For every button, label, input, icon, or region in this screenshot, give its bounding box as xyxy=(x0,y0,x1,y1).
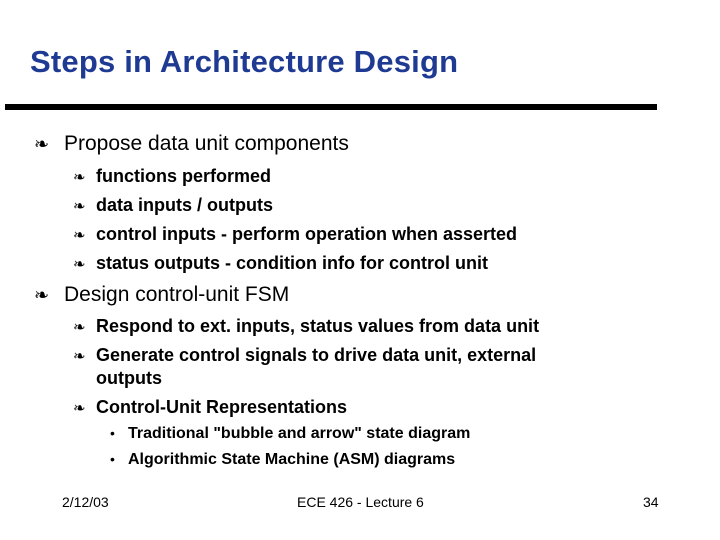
sub-bullet-item xyxy=(73,165,596,189)
bullet-icon: ❧ xyxy=(73,400,86,417)
sub-sub-bullet-text: Traditional "bubble and arrow" state diagram xyxy=(128,425,471,442)
bullet-item-propose xyxy=(34,132,349,156)
sub-bullet-item xyxy=(73,194,596,218)
sub-bullet-text: data inputs / outputs xyxy=(96,195,273,215)
sub-bullet-text: Respond to ext. inputs, status values from data unit xyxy=(96,316,540,336)
bullet-icon: ❧ xyxy=(73,319,86,336)
dot-bullet-icon: • xyxy=(110,451,115,467)
bullet-icon: ❧ xyxy=(73,198,86,215)
bullet-text: Design control-unit FSM xyxy=(64,283,290,306)
dot-bullet-icon: • xyxy=(110,425,115,441)
sub-bullet-item xyxy=(73,344,596,390)
sub-bullet-text: Generate control signals to drive data unit, external outputs xyxy=(96,345,537,388)
bullet-icon: ❧ xyxy=(73,227,86,244)
footer-page-number: 34 xyxy=(643,494,659,510)
bullet-item-design-fsm xyxy=(34,283,289,307)
sub-bullet-text: status outputs - condition info for control unit xyxy=(96,253,488,273)
sub-bullet-item xyxy=(73,252,596,276)
bullet-icon: ❧ xyxy=(34,285,50,305)
sub-bullet-item xyxy=(73,223,596,247)
bullet-text: Propose data unit components xyxy=(64,132,349,155)
slide-title: Steps in Architecture Design xyxy=(30,44,459,79)
sub-bullet-text: functions performed xyxy=(96,166,272,186)
sub-sub-bullet-item xyxy=(110,451,455,469)
sub-sub-bullet-text: Algorithmic State Machine (ASM) diagrams xyxy=(128,451,456,468)
bullet-icon: ❧ xyxy=(73,169,86,186)
bullet-icon: ❧ xyxy=(34,134,50,154)
sub-bullet-text: control inputs - perform operation when asserted xyxy=(96,224,518,244)
footer-date: 2/12/03 xyxy=(62,494,109,510)
sub-bullet-text: Control-Unit Representations xyxy=(96,397,348,417)
title-divider xyxy=(5,104,657,110)
footer-course: ECE 426 - Lecture 6 xyxy=(297,494,424,510)
sub-bullet-item xyxy=(73,396,596,420)
bullet-icon: ❧ xyxy=(73,256,86,273)
bullet-icon: ❧ xyxy=(73,348,86,365)
sub-bullet-item xyxy=(73,315,596,339)
sub-sub-bullet-item xyxy=(110,425,470,443)
